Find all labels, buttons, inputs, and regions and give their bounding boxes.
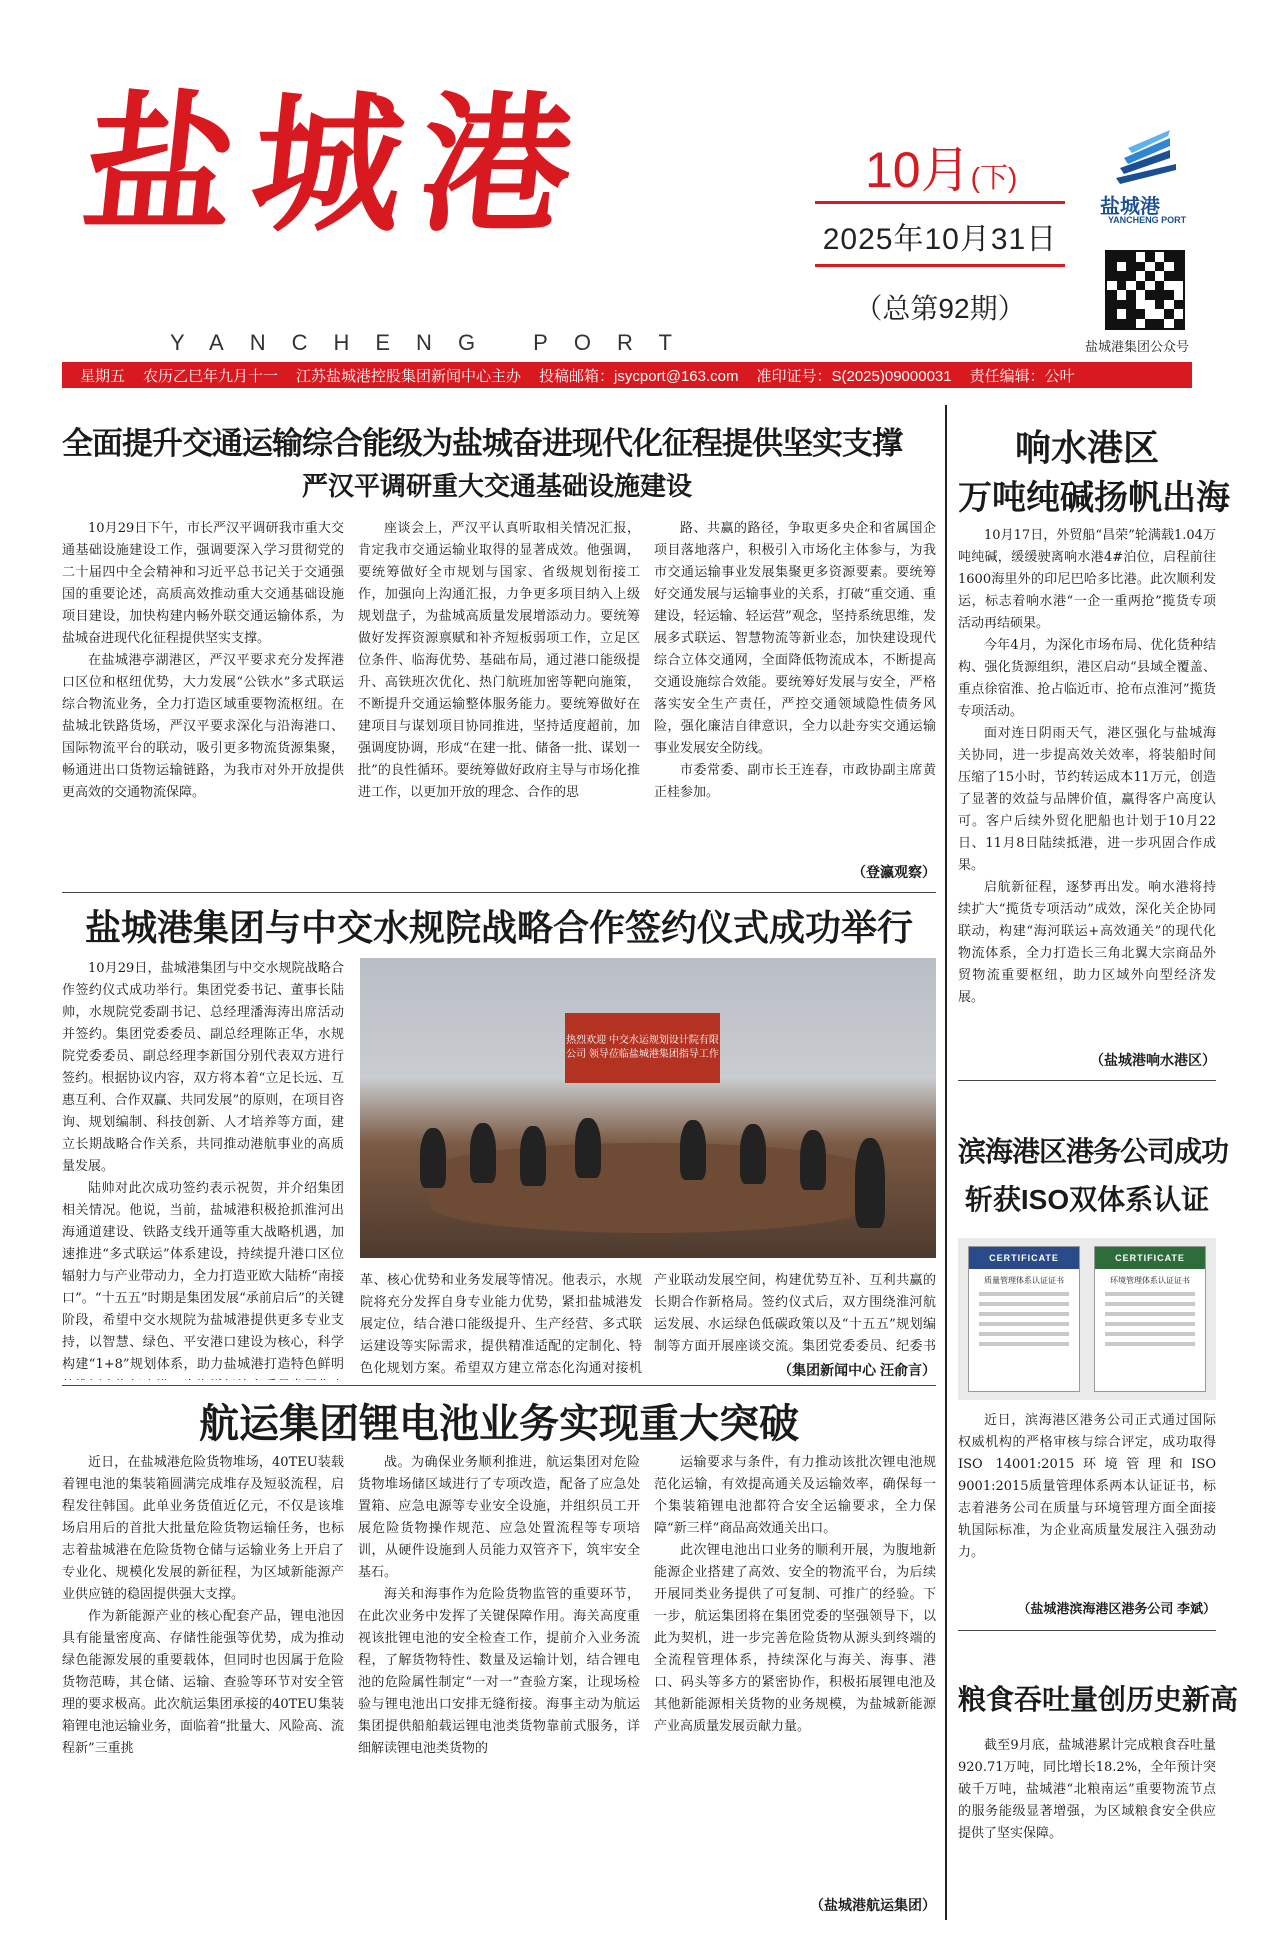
quality-certificate: CERTIFICATE 质量管理体系认证证书 xyxy=(968,1246,1080,1392)
issue-month: 10月(下) xyxy=(865,142,1018,198)
article2-paragraph: 10月29日，盐城港集团与中交水规院战略合作签约仪式成功举行。集团党委书记、董事长陆帅，水规院党委副书记、总经理潘海涛出席活动并签约。集团党委委员、副总经理陈正华，水规院党委委员、副总经理李新国分别代表双方进行签约。根据协议内容，双方将本着“立足长远、互惠互利、合作双赢、共同发展”的原则，在项目咨询、规划编制、科技创新、人才培养等方面，建立长期战略合作关系，共同推动港航事业的高质量发展。 xyxy=(62,961,344,1174)
person xyxy=(855,1138,885,1228)
side1-credit: （盐城港响水港区） xyxy=(1090,1052,1216,1068)
article3-paragraph: 海关和海事作为危险货物监管的重要环节，在此次业务中发挥了关键保障作用。海关高度重视该批锂电池的安全检查工作，提前介入业务流程，了解货物特性、数量及运输计划，结合锂电池的危险属性制定“一对一”查验方案，让现场检验与锂电池出口安排无缝衔接。海事主动为航运集团提供船舶载运锂电池类货物靠前式服务，详细解读锂电池类货物的 xyxy=(358,1587,640,1756)
article3-paragraph: 运输要求与条件，有力推动该批次锂电池规范化运输，有效提高通关及运输效率，确保每一个集装箱锂电池都符合安全运输要求，全力保障“新三样”商品高效通关出口。 xyxy=(654,1455,936,1536)
column-divider xyxy=(945,405,947,1920)
print-permit: 准印证号：S(2025)09000031 xyxy=(756,367,952,385)
side2-paragraph: 近日，滨海港区港务公司正式通过国际权威机构的严格审核与综合评定，成功取得ISO 14001:2015环境管理和ISO 9001:2015质量管理体系两本认证证书，标志着港务公司在质量与环境管理方面全面接轨国际标准，为企业高质量发展注入强劲动力。 xyxy=(958,1413,1216,1560)
section-divider xyxy=(958,1080,1216,1081)
article2-paragraph: 革、核心优势和业务发展等情况。他表示，水规院将充分发挥自身专业能力优势，紧扣盐城港发展定位，结合港口能级提升、生产经营、多式联运建设等实际需求，提供精准适配的定制化、特色化规划方案。希望双方建立常态化沟通对接机 xyxy=(360,1273,642,1376)
side1-paragraph: 面对连日阴雨天气，港区强化与盐城海关协同，进一步提高效关效率，将装船时间压缩了15小时，节约转运成本11万元，创造了显著的效益与品牌价值，赢得客户高度认可。客户后续外贸化肥船也计划于10月22日、11月8日陆续抵港，进一步巩固合作成果。 xyxy=(958,726,1216,873)
submission-email[interactable]: 投稿邮箱：jsycport@163.com xyxy=(539,367,739,385)
side1-headline-line2[interactable]: 万吨纯碱扬帆出海 xyxy=(958,479,1230,517)
article3-paragraph: 近日，在盐城港危险货物堆场，40TEU装载着锂电池的集装箱圆满完成堆存及短驳流程，启程发往韩国。此单业务货值近亿元，不仅是该堆场启用后的首批大批量危险货物运输任务，也标志着盐城港在危险货物仓储与运输业务上开启了专业化、规模化发展的新征程，为区域新能源产业供应链的稳固提供强大支撑。 xyxy=(62,1455,344,1602)
environment-certificate: CERTIFICATE 环境管理体系认证证书 xyxy=(1094,1246,1206,1392)
article1-paragraph: 路、共赢的路径，争取更多央企和省属国企项目落地落户，积极引入市场化主体参与，为我市交通运输事业发展集聚更多资源要素。要统筹好交通发展与运输事业的关系，打破“重交通、重建设，轻运输、轻运营”观念，坚持系统思维，发展多式联运、智慧物流等新业态，加快建设现代综合立体交通网，全面降低物流成本，不断提高交通设施综合效能。要统筹好发展与安全，严格落实安全生产责任，严控交通领域隐性债务风险，强化廉洁自律意识，全力以赴夯实交通运输事业发展安全防线。 xyxy=(654,521,936,756)
person xyxy=(800,1130,826,1190)
qr-code[interactable] xyxy=(1105,250,1185,330)
article2-column-2 xyxy=(360,1270,642,1380)
issue-date-block xyxy=(815,142,1065,327)
article1-column-3 xyxy=(654,518,936,854)
yancheng-port-logo-icon xyxy=(1110,130,1180,185)
issue-date: 2025年10月31日 xyxy=(822,223,1058,256)
article1-paragraph: 在盐城港亭湖港区，严汉平要求充分发挥港口区位和枢纽优势，大力发展“公铁水”多式联运综合物流业务，全力打造区域重要物流枢纽。在盐城北铁路货场，严汉平要求深化与沿海港口、国际物流平台的联动，吸引更多物流货源集聚，畅通进出口货物运输链路，为我市对外开放提供更高效的交通物流保障。 xyxy=(62,653,344,800)
quality-certificate-title: 质量管理体系认证证书 xyxy=(984,1276,1064,1285)
side3-paragraph: 截至9月底，盐城港累计完成粮食吞吐量920.71万吨，同比增长18.2%，全年预计突破千万吨，盐城港“北粮南运”重要物流节点的服务能级显著增强，为区域粮食安全供应提供了坚实保障。 xyxy=(958,1738,1216,1841)
issue-number: （总第92期） xyxy=(854,293,1026,324)
article1-subhead: 严汉平调研重大交通基础设施建设 xyxy=(301,472,692,502)
weekday: 星期五 xyxy=(80,367,126,385)
side1-paragraph: 10月17日，外贸船“昌荣”轮满载1.04万吨纯碱，缓缓驶离响水港4#泊位，启程前往1600海里外的印尼巴哈多比港。此次顺利发运，标志着响水港“一企一重两抢”揽货专项活动再结硕果。 xyxy=(958,528,1216,631)
article3-column-2 xyxy=(358,1452,640,1920)
section-divider xyxy=(62,1385,936,1386)
article2-column-1 xyxy=(62,958,344,1380)
article3-paragraph: 作为新能源产业的核心配套产品，锂电池因具有能量密度高、存储性能强等优势，成为推动绿色能源发展的重要载体，但同时也因属于危险货物范畴，其仓储、运输、查验等环节对安全管理的要求极高。此次航运集团承接的40TEU集装箱锂电池运输业务，面临着“批量大、风险高、流程新”三重挑 xyxy=(62,1609,344,1756)
date-divider xyxy=(815,201,1065,204)
person xyxy=(420,1128,446,1188)
signing-ceremony-photo[interactable] xyxy=(360,958,936,1258)
welcome-screen: 热烈欢迎 中交水运规划设计院有限公司 领导莅临盐城港集团指导工作 xyxy=(565,1013,720,1083)
person xyxy=(575,1118,601,1178)
article2-paragraph: 陆帅对此次成功签约表示祝贺，并介绍集团相关情况。他说，当前，盐城港积极抢抓淮河出海通道建设、铁路支线开通等重大战略机遇，加速推进“多式联运”体系建设，持续提升港口区位辐射力与产业带动力，全力打造亚欧大陆桥“南接口”。“十五五”时期是集团发展“承前启后”的关键阶段，希望中交水规院为盐城港提供更多专业支持，以智慧、绿色、平安港口建设为核心，科学构建“1+8”规划体系，助力盐城港打造特色鲜明 xyxy=(62,1181,344,1372)
logo-name: 盐城港 xyxy=(1100,196,1160,218)
side1-headline-line1[interactable]: 响水港区 xyxy=(1014,427,1159,468)
date-divider-2 xyxy=(815,264,1065,267)
section-divider xyxy=(958,1630,1216,1631)
side1-paragraph: 今年4月，为深化市场布局、优化货种结构、强化货源组织，港区启动“县域全覆盖、重点徐宿淮、抢占临近市、抢布点淮河”揽货专项活动。 xyxy=(958,638,1216,719)
lunar-date: 农历乙巳年九月十一 xyxy=(143,367,279,385)
article1-headline[interactable]: 全面提升交通运输综合能级为盐城奋进现代化征程提供坚实支撑 xyxy=(62,426,902,461)
masthead-subtitle: YANCHENG PORT xyxy=(170,330,698,355)
article2-paragraph: 产业联动发展空间，构建优势互补、互利共赢的长期合作新格局。签约仪式后，双方围绕淮河航运发展、水运绿色低碳政策以及“十五五”规划编制等方面开展座谈交流。集团党委委员、纪委书 xyxy=(654,1273,936,1354)
environment-certificate-title: 环境管理体系认证证书 xyxy=(1110,1276,1190,1285)
qr-caption: 盐城港集团公众号 xyxy=(1085,339,1190,354)
article3-paragraph: 此次锂电池出口业务的顺利开展，为腹地新能源企业搭建了高效、安全的物流平台，为后续开展同类业务提供了可复制、可推广的经验。下一步，航运集团将在集团党委的坚强领导下，以此为契机，进一步完善危险货物从源头到终端的全流程管理体系，持续深化与海关、海事、港口、码头等多方的紧密协作，积极拓展锂电池及其他新能源相关货物的业务规模，为盐城新能源产业高质量发展贡献力量。 xyxy=(654,1543,936,1734)
article3-column-1 xyxy=(62,1452,344,1920)
article1-column-2 xyxy=(358,518,640,890)
side2-headline-line1[interactable]: 滨海港区港务公司成功 xyxy=(958,1136,1229,1167)
article1-credit: （登瀛观察） xyxy=(852,864,936,880)
person xyxy=(470,1123,496,1183)
side3-headline[interactable]: 粮食吞吐量创历史新高 xyxy=(958,1684,1239,1715)
article1-paragraph: 10月29日下午，市长严汉平调研我市重大交通基础设施建设工作，强调要深入学习贯彻党的二十届四中全会精神和习近平总书记关于交通强国的重要论述，高质高效推动重大交通基础设施项目建设，加快构建内畅外联交通运输体系，为盐城奋进现代化征程提供坚实支撑。 xyxy=(62,521,344,646)
article1-paragraph: 座谈会上，严汉平认真听取相关情况汇报，肯定我市交通运输业取得的显著成效。他强调，要统筹做好全市规划与国家、省级规划衔接工作，加强向上沟通汇报，力争更多项目纳入上级规划盘子，为盐城高质量发展增添动力。要统筹做好发挥资源禀赋和补齐短板弱项工作，立足区位条件、临海优势、基础布局，通过港口能级提升、高铁班次优化、热门航班加密等靶向施策，不断提升交通运输整体服务能力。要统筹做好在建项目与谋划项目协同推进，坚持适度超前，加强调度协调，形成“在建一批、储备一批、谋划一批”的良性循环。要统筹做好政府主导与市场化推进工作，以更加开放的理念、合作的思 xyxy=(358,521,640,800)
side2-credit: （盐城港滨海港区港务公司 李斌） xyxy=(1017,1601,1216,1616)
person xyxy=(520,1126,546,1186)
article1-column-1 xyxy=(62,518,344,890)
article2-credit: （集团新闻中心 汪俞言） xyxy=(778,1362,936,1378)
article3-headline[interactable]: 航运集团锂电池业务实现重大突破 xyxy=(199,1402,799,1446)
article3-credit: （盐城港航运集团） xyxy=(810,1897,936,1913)
info-bar xyxy=(62,362,1192,388)
sponsor: 江苏盐城港控股集团新闻中心主办 xyxy=(296,367,522,385)
editor: 责任编辑：公叶 xyxy=(969,367,1075,385)
article2-column-3 xyxy=(654,1270,936,1358)
side2-body xyxy=(958,1410,1216,1610)
article1-paragraph: 市委常委、副市长王连春，市政协副主席黄正桂参加。 xyxy=(654,763,936,800)
article3-column-3 xyxy=(654,1452,936,1892)
side3-body xyxy=(958,1735,1216,1915)
logo-english: YANCHENG PORT xyxy=(1108,215,1187,225)
person xyxy=(680,1120,706,1180)
side2-headline-line2[interactable]: 斩获ISO双体系认证 xyxy=(964,1184,1210,1215)
person xyxy=(740,1124,766,1184)
masthead-title: 盐城港 xyxy=(75,77,599,253)
iso-certificates-photo[interactable] xyxy=(958,1238,1216,1400)
article2-headline[interactable]: 盐城港集团与中交水规院战略合作签约仪式成功举行 xyxy=(84,907,913,948)
side1-paragraph: 启航新征程，逐梦再出发。响水港将持续扩大“揽货专项活动”成效，深化关企协同联动，构建“海河联运+高效通关”的现代化物流体系，全力打造长三角北翼大宗商品外贸物流重要枢纽，助力区域外向型经济发展。 xyxy=(958,880,1216,1005)
section-divider xyxy=(62,892,936,893)
side1-body xyxy=(958,525,1216,1045)
article3-paragraph: 战。为确保业务顺利推进，航运集团对危险货物堆场储区域进行了专项改造，配备了应急处置箱、应急电源等专业安全设施，并组织员工开展危险货物操作规范、应急处置流程等专项培训，从硬件设施到人员能力双管齐下，筑牢安全基石。 xyxy=(358,1455,640,1580)
